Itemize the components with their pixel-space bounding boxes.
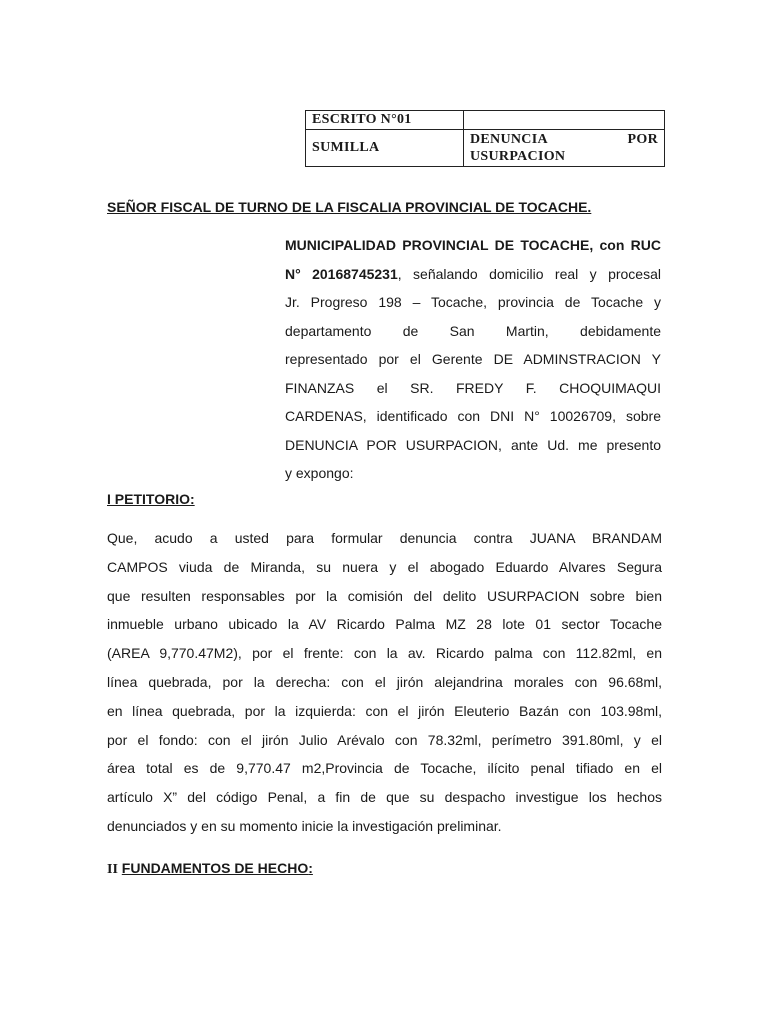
intro-line-7: CARDENAS, identificado con DNI N° 10026709, sobre (285, 408, 661, 424)
petitorio-line: artículo X” del código Penal, a fin de que su despacho investigue los hechos (107, 789, 662, 806)
salutation-heading: SEÑOR FISCAL DE TURNO DE LA FISCALIA PROVINCIAL DE TOCACHE. (107, 199, 592, 215)
intro-line-3: Jr. Progreso 198 – Tocache, provincia de Tocache y (285, 294, 661, 310)
intro-line-5: representado por el Gerente DE ADMINSTRACION Y (285, 351, 661, 367)
petitorio-heading: I PETITORIO: (107, 491, 195, 507)
sumilla-value (464, 130, 665, 167)
intro-line-6: FINANZAS el SR. FREDY F. CHOQUIMAQUI (285, 379, 661, 396)
escrito-value (464, 111, 665, 130)
escrito-label: ESCRITO N°01 (306, 111, 464, 130)
fundamentos-numeral: II (107, 862, 118, 877)
petitorio-line: área total es de 9,770.47 m2,Provincia de Tocache, ilícito penal tifiado en el (107, 760, 662, 777)
petitorio-paragraph (107, 524, 662, 841)
escrito-row (306, 111, 665, 130)
sumilla-value-word-denuncia: DENUNCIA (470, 132, 548, 147)
petitorio-line: (AREA 9,770.47M2), por el frente: con la av. Ricardo palma con 112.82ml, en (107, 645, 662, 662)
petitorio-line: inmueble urbano ubicado la AV Ricardo Palma MZ 28 lote 01 sector Tocache (107, 616, 662, 633)
intro-paragraph (285, 231, 661, 488)
header-table (305, 110, 665, 167)
intro-line-9: y expongo: (285, 465, 354, 481)
sumilla-row (306, 130, 665, 167)
sumilla-value-word-usurpacion: USURPACION (470, 149, 566, 164)
petitorio-line: en línea quebrada, por la izquierda: con el jirón Eleuterio Bazán con 103.98ml, (107, 702, 662, 719)
fundamentos-heading: II FUNDAMENTOS DE HECHO: (107, 860, 313, 877)
petitorio-line: que resulten responsables por la comisión del delito USURPACION sobre bien (107, 587, 662, 604)
intro-line-8: DENUNCIA POR USURPACION, ante Ud. me presento (285, 436, 661, 453)
intro-line-2: N° 20168745231, señalando domicilio real y procesal (285, 265, 661, 282)
petitorio-line: Que, acudo a usted para formular denuncia contra JUANA BRANDAM (107, 530, 662, 546)
sumilla-label: SUMILLA (306, 130, 464, 167)
sumilla-value-word-por: POR (627, 132, 658, 147)
petitorio-line: por el fondo: con el jirón Julio Arévalo con 78.32ml, perímetro 391.80ml, y el (107, 731, 662, 748)
fundamentos-title: FUNDAMENTOS DE HECHO (121, 860, 309, 876)
petitorio-line: denunciados y en su momento inicie la investigación preliminar. (107, 817, 502, 834)
petitorio-line: línea quebrada, por la derecha: con el jirón alejandrina morales con 96.68ml, (107, 673, 662, 690)
petitorio-line: CAMPOS viuda de Miranda, su nuera y el abogado Eduardo Alvares Segura (107, 558, 662, 575)
intro-line-4: departamento de San Martin, debidamente (285, 322, 661, 339)
intro-line-1: MUNICIPALIDAD PROVINCIAL DE TOCACHE, con RUC (285, 237, 661, 253)
